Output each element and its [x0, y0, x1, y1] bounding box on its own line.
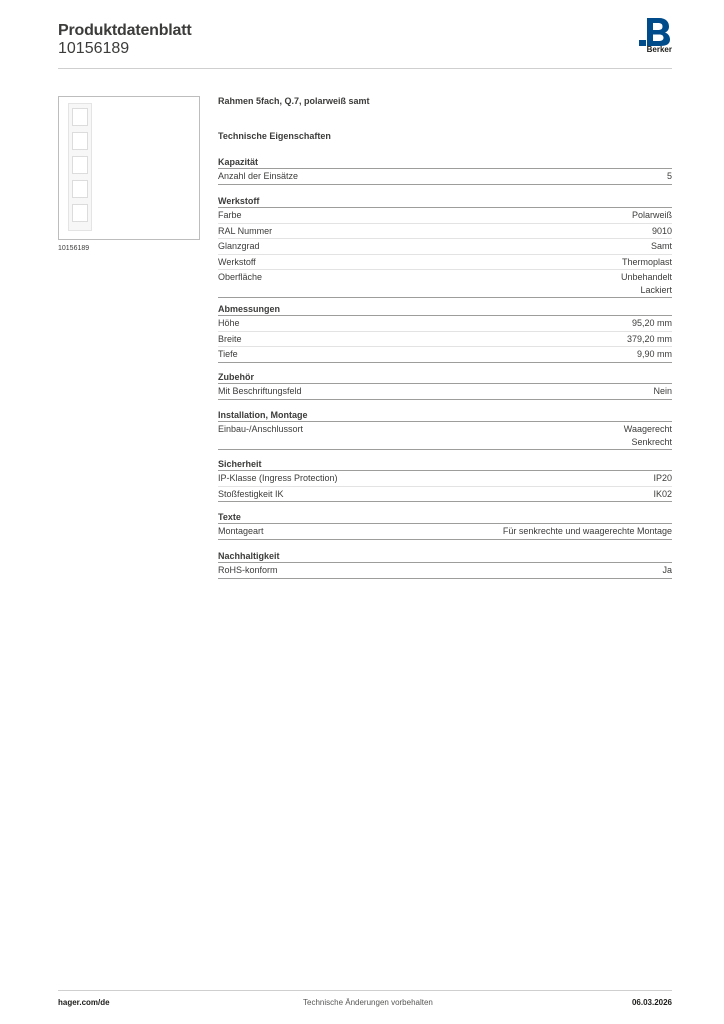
property-label: IP-Klasse (Ingress Protection): [218, 473, 338, 483]
page-header: [58, 20, 672, 69]
property-row: [218, 563, 672, 579]
property-row: [218, 239, 672, 255]
property-label: Oberfläche: [218, 272, 263, 283]
section-title: Nachhaltigkeit: [218, 550, 672, 563]
product-image: [58, 96, 200, 240]
frame-illustration: [68, 103, 92, 231]
property-label: Breite: [218, 333, 242, 344]
product-name: Rahmen 5fach, Q.7, polarweiß samt: [218, 96, 370, 106]
section-nachhaltigkeit: [218, 550, 672, 579]
section-texte: [218, 511, 672, 540]
frame-opening: [72, 180, 88, 198]
property-label: Anzahl der Einsätze: [218, 171, 299, 181]
property-value: 9010: [651, 225, 672, 236]
property-row: [218, 255, 672, 271]
property-value: IP20: [653, 473, 672, 483]
property-label: RAL Nummer: [218, 225, 273, 236]
property-label: Werkstoff: [218, 256, 256, 267]
property-value: Unbehandelt: [620, 272, 672, 283]
property-value: Waagerecht: [623, 424, 672, 434]
property-value: Samt: [650, 241, 672, 252]
property-value: Für senkrechte und waagerechte Montage: [502, 526, 672, 536]
property-label: Glanzgrad: [218, 241, 260, 252]
property-value: 9,90 mm: [636, 349, 672, 360]
property-label: Montageart: [218, 526, 264, 536]
property-row: [218, 347, 672, 363]
property-label: Einbau-/Anschlussort: [218, 424, 304, 434]
property-value: Polarweiß: [631, 210, 672, 220]
property-value-secondary: Lackiert: [640, 284, 672, 295]
frame-opening: [72, 204, 88, 222]
section-title: Texte: [218, 511, 672, 524]
section-kapazitaet: [218, 156, 672, 185]
property-row: [218, 487, 672, 503]
document-title: Produktdatenblatt: [58, 22, 192, 39]
section-title: Kapazität: [218, 156, 672, 169]
property-row: [218, 524, 672, 540]
section-abmessungen: [218, 303, 672, 363]
section-title: Zubehör: [218, 371, 672, 384]
technical-properties-title: Technische Eigenschaften: [218, 131, 331, 141]
property-label: Farbe: [218, 210, 242, 220]
footer-date: 06.03.2026: [631, 998, 672, 1007]
frame-opening: [72, 156, 88, 174]
property-label: Höhe: [218, 318, 240, 328]
image-caption: 10156189: [58, 245, 90, 252]
section-installation-montage: [218, 409, 672, 450]
section-zubehoer: [218, 371, 672, 400]
property-row: [218, 422, 672, 450]
section-werkstoff: [218, 195, 672, 298]
property-value: Nein: [653, 386, 672, 396]
section-title: Abmessungen: [218, 303, 672, 316]
section-sicherheit: [218, 458, 672, 502]
property-value: IK02: [653, 488, 672, 499]
page-footer: [58, 990, 672, 1007]
property-row: [218, 332, 672, 348]
property-label: Tiefe: [218, 349, 238, 360]
brand-name: Berker: [646, 45, 672, 54]
property-row: [218, 316, 672, 332]
property-label: RoHS-konform: [218, 565, 278, 575]
property-row: [218, 471, 672, 487]
property-value: 95,20 mm: [631, 318, 672, 328]
property-label: Mit Beschriftungsfeld: [218, 386, 302, 396]
property-row: [218, 270, 672, 298]
property-value: 379,20 mm: [626, 333, 672, 344]
section-title: Installation, Montage: [218, 409, 672, 422]
property-row: [218, 208, 672, 224]
property-value-secondary: Senkrecht: [631, 436, 672, 447]
property-row: [218, 384, 672, 400]
property-row: [218, 169, 672, 185]
property-label: Stoßfestigkeit IK: [218, 488, 284, 499]
property-row: [218, 224, 672, 240]
property-value: Thermoplast: [621, 256, 672, 267]
property-value: 5: [666, 171, 672, 181]
property-value: Ja: [662, 565, 672, 575]
document-number: 10156189: [58, 40, 130, 57]
footer-website: hager.com/de: [58, 998, 110, 1007]
frame-opening: [72, 132, 88, 150]
frame-opening: [72, 108, 88, 126]
section-title: Sicherheit: [218, 458, 672, 471]
section-title: Werkstoff: [218, 195, 672, 208]
footer-note: Technische Änderungen vorbehalten: [303, 998, 433, 1007]
